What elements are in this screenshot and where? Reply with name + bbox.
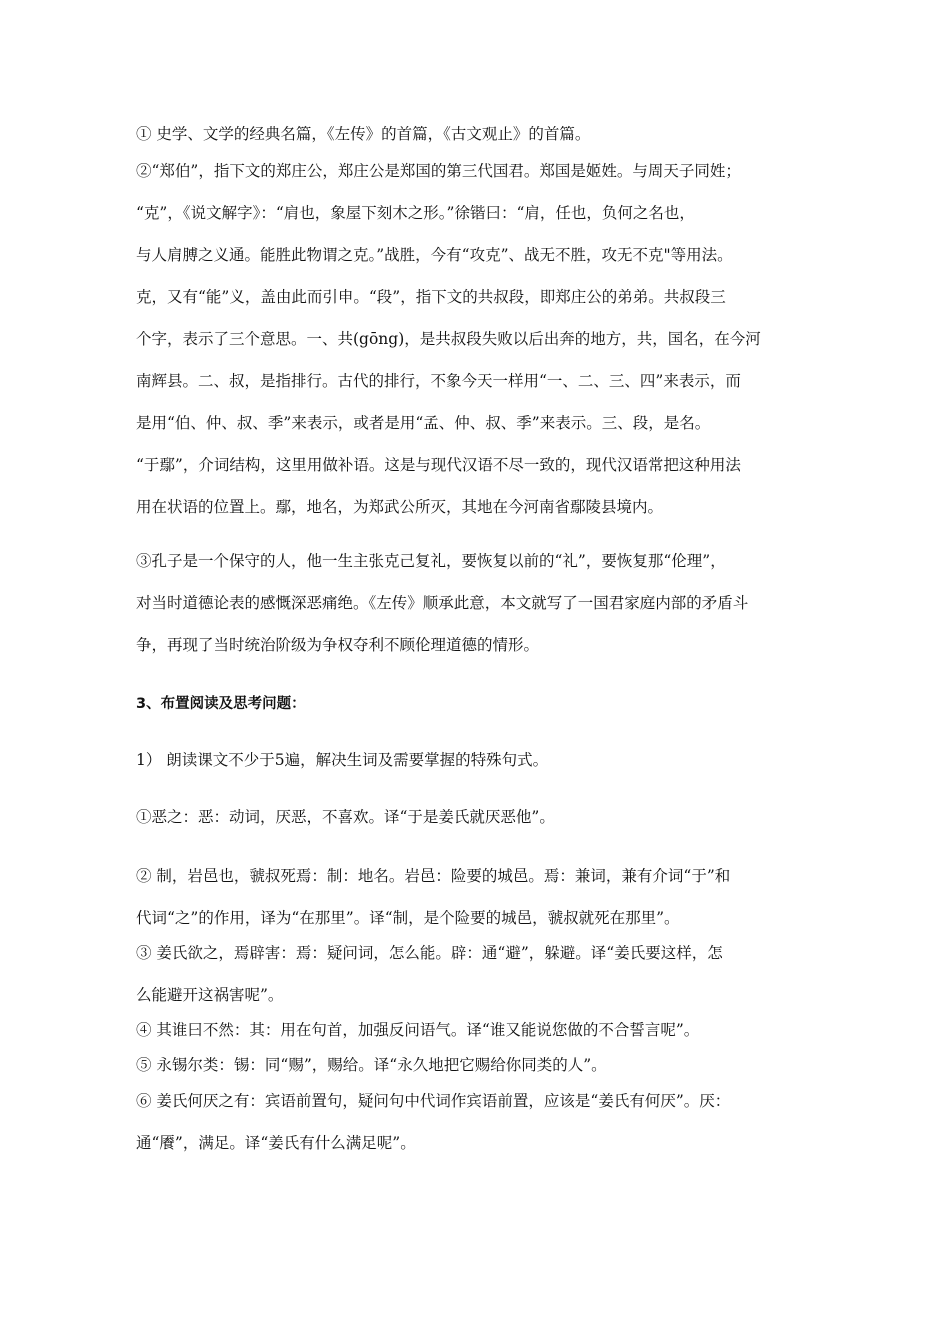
vocab-3-line-1: ③ 姜氏欲之，焉辟害：焉：疑问词，怎么能。辟：通“避”，躲避。译“姜氏要这样，怎 <box>136 944 723 962</box>
vocab-2-line-2: 代词“之”的作用，译为“在那里”。译“制，是个险要的城邑，虢叔就死在那里”。 <box>136 909 680 927</box>
note-3-line-2: 对当时道德论表的感慨深恶痛绝。《左传》顺承此意，本文就写了一国君家庭内部的矛盾斗 <box>136 594 749 612</box>
note-2-line-1: ②“郑伯”，指下文的郑庄公，郑庄公是郑国的第三代国君。郑国是姬姓。与周天子同姓； <box>136 162 741 180</box>
note-2-line-8: “于鄢”，介词结构，这里用做补语。这是与现代汉语不尽一致的，现代汉语常把这种用法 <box>136 456 741 474</box>
note-3-line-1: ③孔子是一个保守的人，他一生主张克己复礼，要恢复以前的“礼”，要恢复那“伦理”， <box>136 552 726 570</box>
vocab-2-line-1: ② 制，岩邑也，虢叔死焉：制：地名。岩邑：险要的城邑。焉：兼词，兼有介词“于”和 <box>136 867 731 885</box>
vocab-6-line-2: 通“餍”，满足。译“姜氏有什么满足呢”。 <box>136 1134 416 1152</box>
task-1: 1） 朗读课文不少于5遍，解决生词及需要掌握的特殊句式。 <box>136 751 549 769</box>
note-2-line-6: 南辉县。二、叔，是指排行。古代的排行，不象今天一样用“一、二、三、四”来表示，而 <box>136 372 741 390</box>
note-2-line-3: 与人肩膊之义通。能胜此物谓之克。”战胜，今有“攻克”、战无不胜，攻无不克"等用法。 <box>136 246 733 264</box>
note-2-line-4: 克，又有“能”义，盖由此而引申。“段”，指下文的共叔段，即郑庄公的弟弟。共叔段三 <box>136 288 726 306</box>
note-3-line-3: 争，再现了当时统治阶级为争权夺利不顾伦理道德的情形。 <box>136 636 540 654</box>
vocab-5: ⑤ 永锡尔类：锡：同“赐”，赐给。译“永久地把它赐给你同类的人”。 <box>136 1056 607 1074</box>
vocab-6-line-1: ⑥ 姜氏何厌之有：宾语前置句，疑问句中代词作宾语前置，应该是“姜氏有何厌”。厌： <box>136 1092 731 1110</box>
note-2-line-9: 用在状语的位置上。鄢，地名，为郑武公所灭，其地在今河南省鄢陵县境内。 <box>136 498 664 516</box>
section-heading: 3、布置阅读及思考问题： <box>136 696 306 712</box>
vocab-1: ①恶之：恶：动词，厌恶，不喜欢。译“于是姜氏就厌恶他”。 <box>136 808 555 826</box>
note-2-line-5: 个字，表示了三个意思。一、共(gōng)，是共叔段失败以后出奔的地方，共，国名，在今河 <box>136 330 761 348</box>
vocab-3-line-2: 么能避开这祸害呢”。 <box>136 986 284 1004</box>
note-1: ① 史学、文学的经典名篇，《左传》的首篇，《古文观止》的首篇。 <box>136 125 591 143</box>
vocab-4: ④ 其谁曰不然：其：用在句首，加强反问语气。译“谁又能说您做的不合誓言呢”。 <box>136 1021 700 1039</box>
note-2-line-7: 是用“伯、仲、叔、季”来表示，或者是用“孟、仲、叔、季”来表示。三、段，是名。 <box>136 414 711 432</box>
note-2-line-2: “克”，《说文解字》：“肩也，象屋下刻木之形。”徐锴曰：“肩，任也，负何之名也， <box>136 204 695 222</box>
